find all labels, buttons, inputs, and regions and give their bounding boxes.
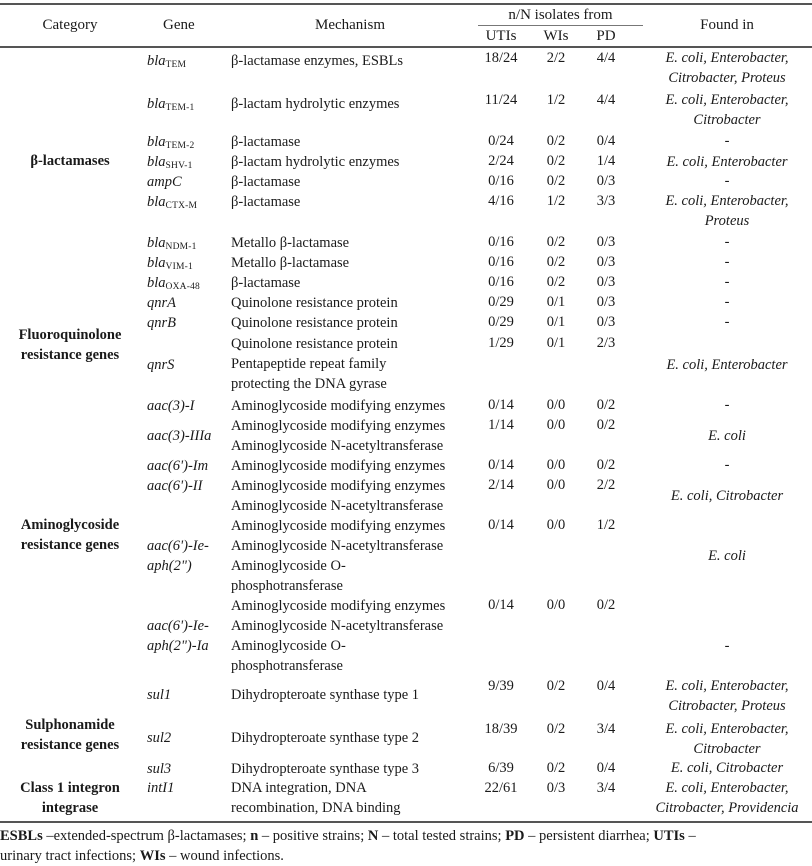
abbr-wis: WIs (139, 848, 166, 864)
mechanism-cell (231, 759, 419, 779)
wis-count: 0/0 (546, 417, 566, 433)
pd-count: 3/4 (596, 721, 616, 737)
abbr-N: N (367, 828, 379, 844)
mechanism-cell (231, 51, 403, 71)
gene-name: qnrB (147, 315, 176, 331)
mechanism-cell (231, 778, 401, 818)
wis-count: 0/2 (546, 173, 566, 189)
pd-count: 0/3 (596, 314, 616, 330)
found-in-cell (642, 90, 812, 130)
mechanism-line: β-lactam hydrolytic enzymes (231, 96, 400, 112)
found-in-line: E. coli, Enterobacter, (665, 678, 789, 694)
mechanism-line: Dihydropteroate synthase type 2 (231, 730, 420, 746)
abbr-n: n (250, 828, 259, 844)
found-in-cell (642, 636, 812, 656)
gene-subscript: OXA-48 (165, 282, 200, 292)
gene-name: sul3 (147, 761, 172, 777)
utis-count: 2/14 (488, 477, 514, 493)
found-in-line: E. coli, Enterobacter, (665, 50, 789, 66)
utis-count: 6/39 (488, 760, 514, 776)
gene-cell (147, 728, 171, 748)
gene-cell (147, 476, 202, 496)
pd-count: 0/2 (596, 417, 616, 433)
mechanism-cell (231, 253, 349, 273)
gene-cell (147, 313, 176, 333)
gene-name-line-2: aph(2")-Ia (147, 638, 209, 654)
pd-count: 0/4 (596, 678, 616, 694)
found-in-line: E. coli, Enterobacter (666, 357, 788, 373)
category-fluoroquinolone (0, 325, 140, 365)
gene-cell (147, 172, 182, 192)
wis-count: 0/1 (546, 294, 566, 310)
mechanism-line: Aminoglycoside modifying enzymes (231, 598, 446, 614)
gene-name: ampC (147, 174, 182, 190)
mechanism-cell (231, 334, 398, 394)
mechanism-line: Aminoglycoside modifying enzymes (231, 398, 446, 414)
gene-name: qnrA (147, 295, 176, 311)
found-in-line: E. coli, Enterobacter (666, 154, 788, 170)
found-in-line: Citrobacter, Providencia (655, 800, 799, 816)
wis-count: 2/2 (546, 50, 566, 66)
wis-count: 1/2 (546, 193, 566, 209)
pd-count: 3/4 (596, 780, 616, 796)
category-aminoglycoside (0, 515, 140, 555)
abbr-utis: UTIs (653, 828, 685, 844)
utis-count: 22/61 (484, 780, 518, 796)
utis-count: 18/24 (484, 50, 518, 66)
category-label: resistance genes (20, 537, 120, 553)
category-integron (0, 778, 140, 818)
utis-count: 11/24 (484, 92, 518, 108)
gene-name: aac(3)-I (147, 398, 195, 414)
found-in-cell (642, 232, 812, 252)
gene-cell (147, 456, 208, 476)
found-in-cell (642, 719, 812, 759)
header-category: Category (42, 17, 98, 33)
mechanism-line: phosphotransferase (231, 658, 343, 674)
mechanism-cell (231, 172, 300, 192)
found-in-cell (642, 48, 812, 88)
gene-cell (147, 616, 209, 656)
gene-subscript: TEM-2 (165, 141, 195, 151)
found-in-cell (642, 252, 812, 272)
utis-count: 0/16 (488, 254, 514, 270)
found-in-line: E. coli, Enterobacter, (665, 92, 789, 108)
category-beta-lactamases (0, 151, 140, 171)
gene-cell (147, 396, 195, 416)
mechanism-cell (231, 516, 445, 596)
gene-cell (147, 192, 197, 216)
wis-count: 0/2 (546, 234, 566, 250)
wis-count: 0/0 (546, 597, 566, 613)
found-in-line: Citrobacter, Proteus (668, 70, 786, 86)
mechanism-cell (231, 293, 398, 313)
found-in-line: - (724, 173, 730, 189)
header-pd: PD (596, 28, 616, 44)
header-mechanism: Mechanism (315, 17, 385, 33)
pd-count: 0/3 (596, 234, 616, 250)
footnote-text: urinary tract infections; (0, 848, 140, 864)
pd-count: 0/2 (596, 597, 616, 613)
gene-subscript: VIM-1 (165, 262, 193, 272)
footnote-text: – positive strains; (258, 828, 368, 844)
footnote-text: – (684, 828, 696, 844)
pd-count: 1/2 (596, 517, 616, 533)
gene-name: aac(6')-Ie- (147, 538, 209, 554)
mechanism-cell (231, 396, 445, 416)
utis-count: 0/14 (488, 397, 514, 413)
found-in-line: - (724, 133, 730, 149)
found-in-line: - (724, 397, 730, 413)
mechanism-line: phosphotransferase (231, 578, 343, 594)
found-in-cell (642, 191, 812, 231)
found-in-line: E. coli, Citrobacter (670, 488, 784, 504)
pd-count: 0/2 (596, 397, 616, 413)
mechanism-line: Quinolone resistance protein (231, 295, 398, 311)
found-in-line: - (724, 234, 730, 250)
mechanism-line: Metallo β-lactamase (231, 235, 350, 251)
category-label: resistance genes (20, 347, 120, 363)
gene-subscript: CTX-M (165, 201, 198, 211)
mechanism-line: Dihydropteroate synthase type 1 (231, 687, 420, 703)
wis-count: 0/1 (546, 335, 566, 351)
gene-name: bla (147, 154, 166, 170)
mechanism-line: Aminoglycoside N-acetyltransferase (231, 438, 444, 454)
wis-count: 0/2 (546, 760, 566, 776)
found-in-cell (642, 292, 812, 312)
gene-subscript: SHV-1 (165, 161, 193, 171)
mechanism-cell (231, 416, 445, 456)
category-label: Class 1 integron (20, 780, 120, 796)
utis-count: 9/39 (488, 678, 514, 694)
mechanism-line: Aminoglycoside N-acetyltransferase (231, 538, 444, 554)
mechanism-cell (231, 152, 399, 172)
found-in-cell (642, 152, 812, 172)
pd-count: 2/3 (596, 335, 616, 351)
gene-name: bla (147, 53, 166, 69)
category-label: Sulphonamide (25, 717, 115, 733)
utis-count: 0/29 (488, 294, 514, 310)
gene-name: aac(3)-IIIa (147, 428, 212, 444)
found-in-line: Proteus (704, 213, 750, 229)
header-isolates-group: n/N isolates from (508, 7, 613, 23)
found-in-line: E. coli, Enterobacter, (665, 780, 789, 796)
wis-count: 0/0 (546, 477, 566, 493)
found-in-line: E. coli, Citrobacter (670, 760, 784, 776)
gene-cell (147, 759, 171, 779)
footnote-text: – wound infections. (165, 848, 284, 864)
mechanism-cell (231, 728, 419, 748)
gene-cell (147, 778, 174, 798)
found-in-line: E. coli, Enterobacter, (665, 193, 789, 209)
mechanism-line: recombination, DNA binding (231, 800, 401, 816)
footnote-text: –extended-spectrum β-lactamases; (42, 828, 251, 844)
pd-count: 0/2 (596, 457, 616, 473)
wis-count: 0/2 (546, 678, 566, 694)
found-in-line: Citrobacter, Proteus (668, 698, 786, 714)
found-in-cell (642, 486, 812, 506)
pd-count: 3/3 (596, 193, 616, 209)
mechanism-line: β-lactamase (231, 174, 301, 190)
gene-subscript: TEM (165, 60, 187, 70)
gene-cell (147, 426, 211, 446)
gene-name: intI1 (147, 780, 175, 796)
utis-count: 0/16 (488, 173, 514, 189)
footnote-text: – persistent diarrhea; (524, 828, 654, 844)
wis-count: 0/2 (546, 153, 566, 169)
found-in-line: - (724, 638, 730, 654)
mechanism-line: Quinolone resistance protein (231, 336, 398, 352)
wis-count: 0/2 (546, 254, 566, 270)
mechanism-cell (231, 476, 445, 516)
category-label: Aminoglycoside (20, 517, 120, 533)
top-rule (0, 3, 812, 5)
mechanism-line: Quinolone resistance protein (231, 315, 398, 331)
gene-name: bla (147, 194, 166, 210)
pd-count: 0/3 (596, 254, 616, 270)
gene-name: bla (147, 275, 166, 291)
found-in-line: E. coli (708, 548, 746, 564)
found-in-cell (642, 395, 812, 415)
gene-cell (147, 536, 209, 576)
mechanism-cell (231, 94, 399, 114)
mechanism-cell (231, 132, 300, 152)
gene-cell (147, 293, 176, 313)
mechanism-cell (231, 685, 419, 705)
header-found-in: Found in (700, 17, 754, 33)
found-in-line: Citrobacter (693, 741, 761, 757)
mechanism-cell (231, 233, 349, 253)
table-bottom-rule (0, 821, 812, 823)
header-utis: UTIs (485, 28, 517, 44)
category-label: β-lactamases (30, 153, 110, 169)
found-in-line: - (724, 457, 730, 473)
gene-name: bla (147, 255, 166, 271)
gene-cell (147, 94, 195, 118)
mechanism-line: Aminoglycoside N-acetyltransferase (231, 498, 444, 514)
mechanism-cell (231, 596, 445, 676)
found-in-cell (642, 758, 812, 778)
category-label: integrase (41, 800, 99, 816)
mechanism-line: Aminoglycoside modifying enzymes (231, 458, 446, 474)
mechanism-line: Metallo β-lactamase (231, 255, 350, 271)
utis-count: 0/29 (488, 314, 514, 330)
gene-name: aac(6')-Ie- (147, 618, 209, 634)
found-in-line: - (724, 314, 730, 330)
abbr-esbls: ESBLs (0, 828, 43, 844)
footnote-line-1 (0, 826, 812, 846)
found-in-line: E. coli, Enterobacter, (665, 721, 789, 737)
gene-cell (147, 685, 171, 705)
found-in-cell (642, 272, 812, 292)
category-label: Fluoroquinolone (18, 327, 122, 343)
wis-count: 1/2 (546, 92, 566, 108)
wis-count: 0/2 (546, 133, 566, 149)
utis-count: 0/16 (488, 274, 514, 290)
mechanism-line: Aminoglycoside O- (231, 558, 346, 574)
gene-name: bla (147, 96, 166, 112)
utis-count: 0/14 (488, 517, 514, 533)
wis-count: 0/1 (546, 314, 566, 330)
header-wis: WIs (543, 28, 569, 44)
abbr-pd: PD (505, 828, 525, 844)
found-in-cell (642, 426, 812, 446)
mechanism-cell (231, 273, 300, 293)
found-in-cell (642, 131, 812, 151)
gene-name: qnrS (147, 357, 175, 373)
utis-count: 2/24 (488, 153, 514, 169)
mechanism-line: Dihydropteroate synthase type 3 (231, 761, 420, 777)
category-label: resistance genes (20, 737, 120, 753)
mechanism-line: β-lactam hydrolytic enzymes (231, 154, 400, 170)
pd-count: 2/2 (596, 477, 616, 493)
wis-count: 0/0 (546, 457, 566, 473)
pd-count: 0/3 (596, 294, 616, 310)
mechanism-line: Aminoglycoside O- (231, 638, 346, 654)
gene-name: bla (147, 235, 166, 251)
pd-count: 1/4 (596, 153, 616, 169)
gene-subscript: NDM-1 (165, 242, 197, 252)
pd-count: 4/4 (596, 50, 616, 66)
utis-count: 4/16 (488, 193, 514, 209)
mechanism-line: Aminoglycoside N-acetyltransferase (231, 618, 444, 634)
wis-count: 0/2 (546, 274, 566, 290)
found-in-cell (642, 676, 812, 716)
gene-name: sul1 (147, 687, 172, 703)
found-in-cell (642, 455, 812, 475)
mechanism-line: β-lactamase enzymes, ESBLs (231, 53, 404, 69)
found-in-line: E. coli (708, 428, 746, 444)
mechanism-cell (231, 313, 398, 333)
mechanism-line: β-lactamase (231, 194, 301, 210)
pd-count: 0/3 (596, 173, 616, 189)
wis-count: 0/2 (546, 721, 566, 737)
utis-count: 1/14 (488, 417, 514, 433)
gene-subscript: TEM-1 (165, 103, 195, 113)
utis-count: 0/14 (488, 597, 514, 613)
mechanism-line: Aminoglycoside modifying enzymes (231, 478, 446, 494)
mechanism-line: protecting the DNA gyrase (231, 376, 387, 392)
found-in-line: - (724, 274, 730, 290)
utis-count: 0/14 (488, 457, 514, 473)
found-in-cell (642, 312, 812, 332)
utis-count: 1/29 (488, 335, 514, 351)
pd-count: 0/4 (596, 133, 616, 149)
pd-count: 0/3 (596, 274, 616, 290)
mechanism-line: β-lactamase (231, 275, 301, 291)
utis-count: 0/24 (488, 133, 514, 149)
mechanism-line: Aminoglycoside modifying enzymes (231, 518, 446, 534)
found-in-line: - (724, 254, 730, 270)
utis-count: 0/16 (488, 234, 514, 250)
gene-cell (147, 51, 186, 75)
found-in-cell (642, 546, 812, 566)
gene-name: sul2 (147, 730, 172, 746)
footnote (0, 826, 812, 866)
pd-count: 4/4 (596, 92, 616, 108)
utis-count: 18/39 (484, 721, 518, 737)
wis-count: 0/0 (546, 517, 566, 533)
gene-name: bla (147, 134, 166, 150)
found-in-line: - (724, 294, 730, 310)
gene-name: aac(6')-Im (147, 458, 209, 474)
wis-count: 0/3 (546, 780, 566, 796)
footnote-text: – total tested strains; (378, 828, 506, 844)
mechanism-line: DNA integration, DNA (231, 780, 367, 796)
mechanism-line: β-lactamase (231, 134, 301, 150)
wis-count: 0/0 (546, 397, 566, 413)
pd-count: 0/4 (596, 760, 616, 776)
gene-cell (147, 355, 174, 375)
found-in-cell (642, 355, 812, 375)
found-in-cell (642, 171, 812, 191)
mechanism-cell (231, 192, 300, 212)
mechanism-cell (231, 456, 445, 476)
found-in-line: Citrobacter (693, 112, 761, 128)
gene-name: aac(6')-II (147, 478, 203, 494)
gene-name-line-2: aph(2") (147, 558, 192, 574)
header-gene: Gene (163, 17, 195, 33)
found-in-cell (642, 778, 812, 818)
category-sulphonamide (0, 715, 140, 755)
mechanism-line: Pentapeptide repeat family (231, 356, 387, 372)
footnote-line-2 (0, 846, 812, 866)
mechanism-line: Aminoglycoside modifying enzymes (231, 418, 446, 434)
